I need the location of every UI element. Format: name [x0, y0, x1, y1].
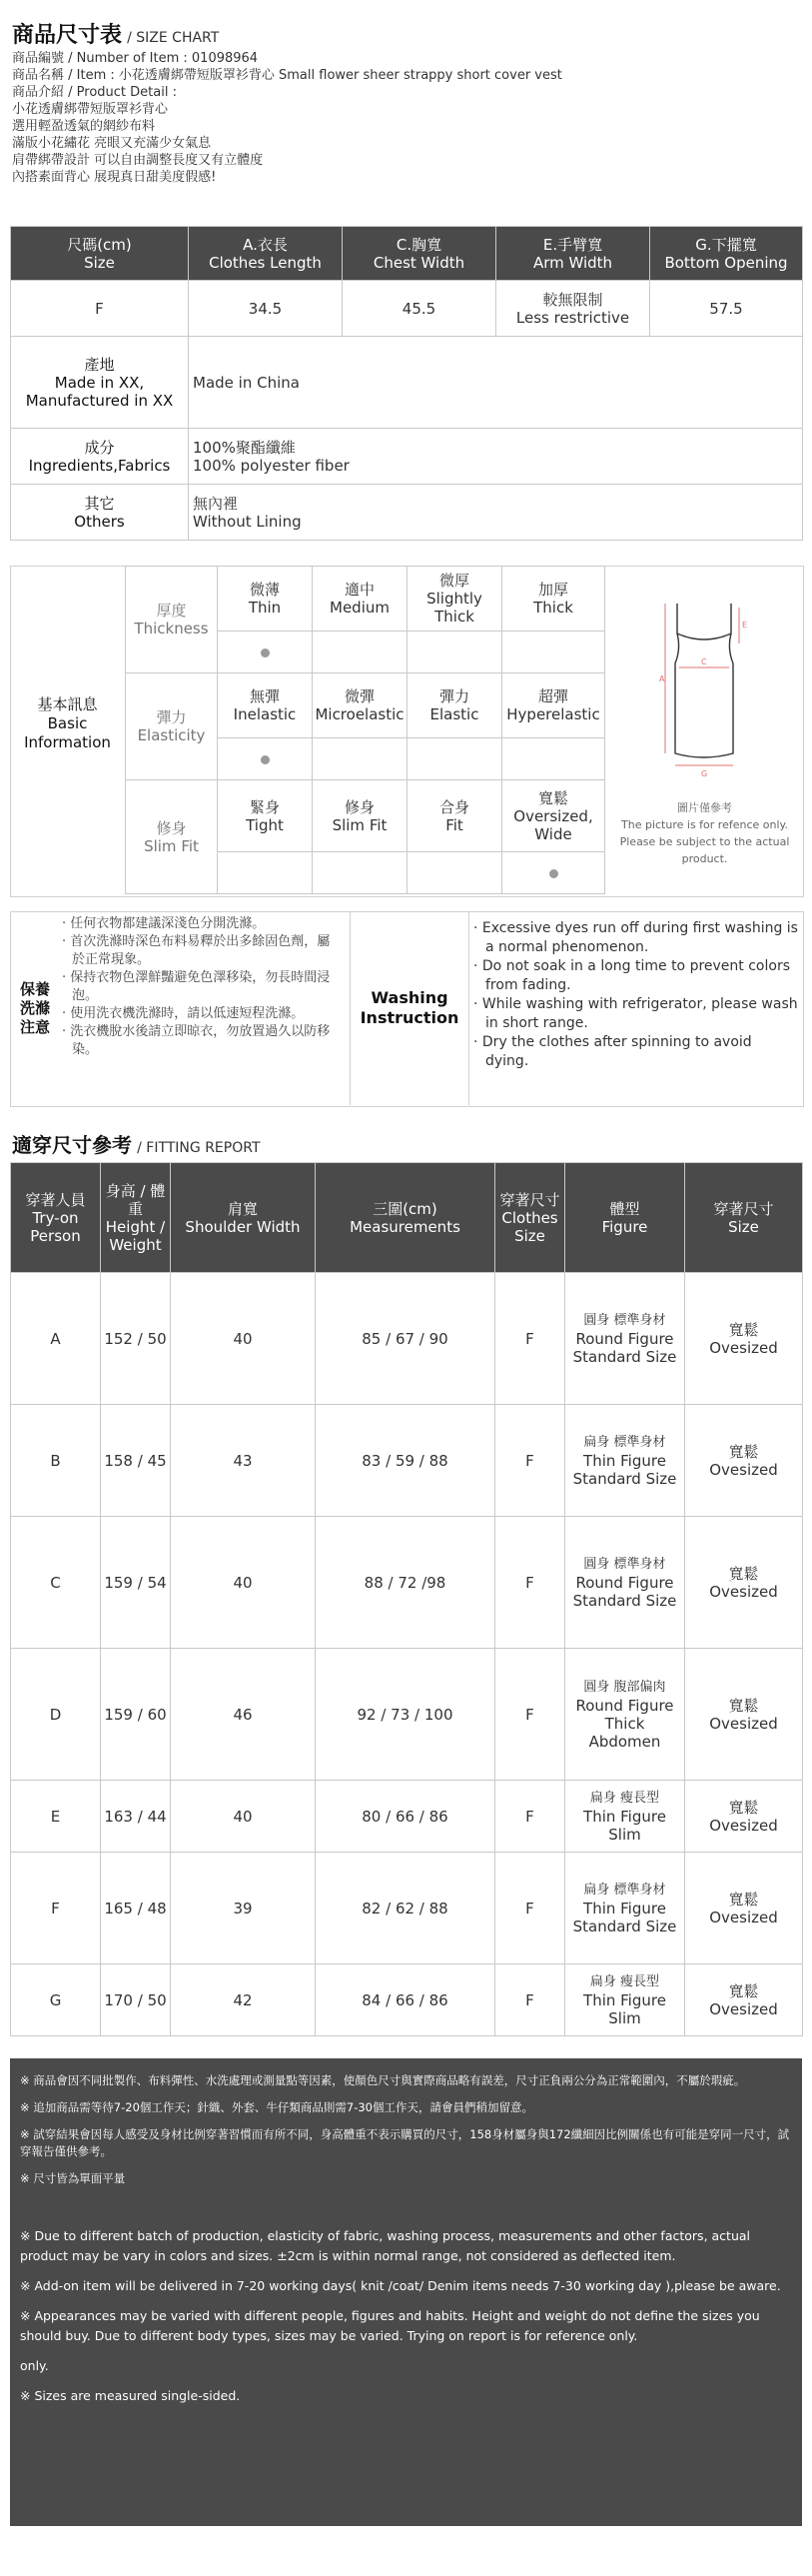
fit-option: 合身 Fit — [407, 780, 502, 852]
thickness-label: 厚度 Thickness — [126, 567, 218, 673]
thickness-option: 加厚 Thick — [502, 567, 605, 632]
table-row — [11, 1273, 803, 1405]
origin-value: Made in China — [189, 337, 803, 429]
person: C — [11, 1517, 101, 1649]
measure-c-label: C — [701, 657, 707, 666]
washing-item-en: While washing with refrigerator, please wash in short range. — [481, 996, 798, 1031]
height-weight: 158 / 45 — [101, 1405, 171, 1517]
table-row — [11, 1405, 803, 1517]
washing-item: 使用洗衣機洗滌時，請以低速短程洗滌。 — [70, 1006, 305, 1021]
note-en: only. — [20, 2358, 49, 2373]
basic-info-table — [125, 566, 605, 894]
fit-result: 寬鬆 Ovesized — [685, 1649, 803, 1781]
shoulder: 40 — [171, 1781, 316, 1853]
others-label: 其它 Others — [11, 485, 189, 541]
product-info-line: 內搭素面背心 展現真日甜美度假感! — [12, 170, 217, 185]
washing-item-en: Dry the clothes after spinning to avoid dying. — [481, 1034, 752, 1069]
person: G — [11, 1964, 101, 2036]
person: B — [11, 1405, 101, 1517]
table-row — [11, 1781, 803, 1853]
clothes-size: F — [495, 1273, 565, 1405]
washing-item: 首次洗滌時深色布料易釋於出多餘固色劑，屬於正常現象。 — [70, 934, 331, 967]
measurements: 83 / 59 / 88 — [316, 1405, 495, 1517]
product-info — [12, 50, 801, 186]
product-info-line: 商品名稱 / Item : 小花透膚綁帶短版罩衫背心 Small flower sheer strappy short cover vest — [12, 68, 562, 83]
fit-result: 寬鬆 Ovesized — [685, 1405, 803, 1517]
page-header — [12, 18, 219, 49]
measurements: 92 / 73 / 100 — [316, 1649, 495, 1781]
arm-value: 較無限制 Less restrictive — [496, 281, 650, 337]
fit-selected-dot — [549, 869, 558, 878]
clothes-size: F — [495, 1964, 565, 2036]
size-row — [11, 281, 803, 337]
fitting-header — [12, 1129, 261, 1158]
notes-en-box — [10, 2212, 802, 2526]
person: E — [11, 1781, 101, 1853]
others-value: 無內裡 Without Lining — [189, 485, 803, 541]
product-info-line: 滿版小花繡花 亮眼又充滿少女氣息 — [12, 136, 212, 151]
measure-lines — [665, 604, 739, 765]
fit-option: 寬鬆 Oversized, Wide — [502, 780, 605, 852]
length-value: 34.5 — [189, 281, 343, 337]
fit-result: 寬鬆 Ovesized — [685, 1517, 803, 1649]
fit-header-clothes-size: 穿著尺寸 Clothes Size — [495, 1163, 565, 1273]
origin-label: 產地 Made in XX, Manufactured in XX — [11, 337, 189, 429]
clothes-size: F — [495, 1781, 565, 1853]
note-zh: ※ 商品會因不同批製作、布料彈性、水洗處理或測量點等因素，使顏色尺寸與實際商品略有誤差，尺寸正負兩公分為正常範圍內，不屬於瑕疵。 — [20, 2073, 746, 2087]
elasticity-option: 超彈 Hyperelastic — [502, 673, 605, 738]
bottom-value: 57.5 — [650, 281, 803, 337]
others-row — [11, 485, 803, 541]
height-weight: 163 / 44 — [101, 1781, 171, 1853]
shoulder: 46 — [171, 1649, 316, 1781]
header-bottom: G.下擺寬 Bottom Opening — [650, 227, 803, 281]
height-weight: 152 / 50 — [101, 1273, 171, 1405]
header-size: 尺碼(cm) Size — [11, 227, 189, 281]
product-info-line: 商品介紹 / Product Detail : — [12, 85, 177, 100]
person: F — [11, 1853, 101, 1964]
clothes-size: F — [495, 1405, 565, 1517]
height-weight: 159 / 60 — [101, 1649, 171, 1781]
thickness-selected-dot — [261, 648, 270, 657]
shoulder: 40 — [171, 1273, 316, 1405]
product-info-line: 小花透膚綁帶短版罩衫背心 — [12, 102, 169, 117]
product-info-line: 選用輕盈透氣的網紗布料 — [12, 119, 156, 134]
fit-header-size: 穿著尺寸 Size — [685, 1163, 803, 1273]
washing-list-en: · Excessive dyes run off during first washing is a normal phenomenon. · Do not soak in a long time to prevent colors from fading. · While washing with refrigerator, please wash in short range. · Dry the clothes after spinning to avoid dying. — [473, 920, 798, 1069]
figure: 扁身 標準身材 Thin Figure Standard Size — [565, 1405, 685, 1517]
fitting-header-row — [11, 1163, 803, 1273]
page-title: 商品尺寸表 — [12, 23, 123, 48]
measure-a-label: A — [659, 674, 665, 683]
vest-outline — [675, 604, 733, 757]
figure: 扁身 瘦長型 Thin Figure Slim — [565, 1781, 685, 1853]
fit-header-meas: 三圍(cm) Measurements — [316, 1163, 495, 1273]
fit-label: 修身 Slim Fit — [126, 780, 218, 894]
washing-item: 任何衣物都建議深淺色分開洗滌。 — [70, 916, 266, 931]
notes-zh-box — [10, 2058, 802, 2212]
fitting-subtitle: / FITTING REPORT — [137, 1140, 261, 1156]
measurements: 80 / 66 / 86 — [316, 1781, 495, 1853]
page-subtitle: / SIZE CHART — [127, 30, 220, 46]
figure: 圓身 標準身材 Round Figure Standard Size — [565, 1273, 685, 1405]
clothes-size: F — [495, 1649, 565, 1781]
person: A — [11, 1273, 101, 1405]
clothes-size: F — [495, 1517, 565, 1649]
fabric-label: 成分 Ingredients,Fabrics — [11, 429, 189, 485]
figure: 圓身 標準身材 Round Figure Standard Size — [565, 1517, 685, 1649]
size-value: F — [11, 281, 189, 337]
table-row — [11, 1964, 803, 2036]
fit-option: 緊身 Tight — [218, 780, 313, 852]
washing-list-zh: · 任何衣物都建議深淺色分開洗滌。 · 首次洗滌時深色布料易釋於出多餘固色劑，屬於正常現象。 · 保持衣物色澤鮮豔避免色澤移染，勿長時間浸泡。 · 使用洗衣機洗滌時，請以低速短程洗滌。 · 洗衣機脫水後請立即晾衣，勿放置過久以防移染。 — [62, 916, 331, 1057]
shoulder: 40 — [171, 1517, 316, 1649]
note-en: ※ Add-on item will be delivered in 7-20 working days( knit /coat/ Denim items needs 7-30 working day ),please be aware. — [20, 2278, 781, 2293]
basic-info-label: 基本訊息 Basic Information — [24, 695, 111, 751]
clothes-size: F — [495, 1853, 565, 1964]
fit-option: 修身 Slim Fit — [313, 780, 407, 852]
person: D — [11, 1649, 101, 1781]
chest-value: 45.5 — [343, 281, 496, 337]
washing-label-zh: 保養洗滌注意 — [19, 979, 50, 1036]
elasticity-label: 彈力 Elasticity — [126, 673, 218, 780]
fit-result: 寬鬆 Ovesized — [685, 1273, 803, 1405]
table-row — [11, 1649, 803, 1781]
elasticity-option: 彈力 Elastic — [407, 673, 502, 738]
note-zh: ※ 試穿結果會因每人感受及身材比例穿著習慣而有所不同，身高體重不表示購買的尺寸，158身材屬身與172纖細因比例關係也有可能是穿同一尺寸，試穿報告僅供參考。 — [20, 2127, 790, 2158]
note-en: ※ Sizes are measured single-sided. — [20, 2388, 241, 2403]
fabric-row — [11, 429, 803, 485]
size-table-header — [11, 227, 803, 281]
elasticity-option: 無彈 Inelastic — [218, 673, 313, 738]
washing-label-en: Washing Instruction — [360, 988, 459, 1027]
fitting-title: 適穿尺寸參考 — [12, 1133, 132, 1157]
height-weight: 159 / 54 — [101, 1517, 171, 1649]
thickness-option: 微厚 Slightly Thick — [407, 567, 502, 632]
table-row — [11, 1853, 803, 1964]
washing-item: 保持衣物色澤鮮豔避免色澤移染，勿長時間浸泡。 — [70, 970, 331, 1003]
header-arm: E.手臂寬 Arm Width — [496, 227, 650, 281]
height-weight: 165 / 48 — [101, 1853, 171, 1964]
measure-g-label: G — [701, 769, 708, 778]
figure: 扁身 瘦長型 Thin Figure Slim — [565, 1964, 685, 2036]
shoulder: 39 — [171, 1853, 316, 1964]
washing-item-en: Excessive dyes run off during first washing is a normal phenomenon. — [481, 920, 798, 955]
product-info-line: 商品編號 / Number of Item : 01098964 — [12, 51, 259, 66]
elasticity-selected-dot — [261, 755, 270, 764]
elasticity-mark — [218, 738, 313, 780]
origin-row — [11, 337, 803, 429]
note-zh: ※ 追加商品需等待7-20個工作天；針織、外套、牛仔類商品則需7-30個工作天，請會員們稍加留意。 — [20, 2100, 533, 2114]
fabric-value: 100%聚酯纖維 100% polyester fiber — [189, 429, 803, 485]
fit-header-figure: 體型 Figure — [565, 1163, 685, 1273]
measurements: 82 / 62 / 88 — [316, 1853, 495, 1964]
fit-header-shoulder: 肩寬 Shoulder Width — [171, 1163, 316, 1273]
fit-result: 寬鬆 Ovesized — [685, 1964, 803, 2036]
fit-mark — [502, 852, 605, 894]
header-length: A.衣長 Clothes Length — [189, 227, 343, 281]
note-zh: ※ 尺寸皆為單面平量 — [20, 2171, 126, 2185]
shoulder: 43 — [171, 1405, 316, 1517]
thickness-mark — [218, 632, 313, 673]
fitting-table — [10, 1162, 803, 2036]
thickness-option: 微薄 Thin — [218, 567, 313, 632]
figure: 圓身 腹部偏肉 Round Figure Thick Abdomen — [565, 1649, 685, 1781]
garment-diagram — [639, 594, 769, 783]
elasticity-option: 微彈 Microelastic — [313, 673, 407, 738]
fit-result: 寬鬆 Ovesized — [685, 1853, 803, 1964]
washing-label-zh-cell — [10, 911, 60, 1105]
thickness-option: 適中 Medium — [313, 567, 407, 632]
measure-e-label: E — [742, 621, 748, 630]
washing-item: 洗衣機脫水後請立即晾衣，勿放置過久以防移染。 — [70, 1024, 331, 1057]
fit-header-person: 穿著人員 Try-on Person — [11, 1163, 101, 1273]
fit-header-hw: 身高 / 體重 Height / Weight — [101, 1163, 171, 1273]
product-info-line: 肩帶綁帶設計 可以自由調整長度又有立體度 — [12, 153, 264, 168]
size-table — [10, 226, 803, 541]
note-en: ※ Appearances may be varied with different people, figures and habits. Height and weight do not define the sizes you should buy. Due to different body types, sizes may be varied. Trying on report is for reference only. — [20, 2308, 760, 2343]
measurements: 85 / 67 / 90 — [316, 1273, 495, 1405]
figure: 扁身 標準身材 Thin Figure Standard Size — [565, 1853, 685, 1964]
fit-result: 寬鬆 Ovesized — [685, 1781, 803, 1853]
washing-item-en: Do not soak in a long time to prevent colors from fading. — [481, 958, 790, 993]
table-row — [11, 1517, 803, 1649]
measurements: 88 / 72 /98 — [316, 1517, 495, 1649]
measurements: 84 / 66 / 86 — [316, 1964, 495, 2036]
washing-label-en-cell — [350, 911, 469, 1105]
note-en: ※ Due to different batch of production, elasticity of fabric, washing process, measurements and other factors, actual product may be vary in colors and sizes. ±2cm is within normal range, not considered as deflected item. — [20, 2228, 750, 2263]
header-chest: C.胸寬 Chest Width — [343, 227, 496, 281]
diagram-caption: 圖片僅參考 The picture is for refence only. Please be subject to the actual product. — [619, 801, 790, 865]
height-weight: 170 / 50 — [101, 1964, 171, 2036]
shoulder: 42 — [171, 1964, 316, 2036]
